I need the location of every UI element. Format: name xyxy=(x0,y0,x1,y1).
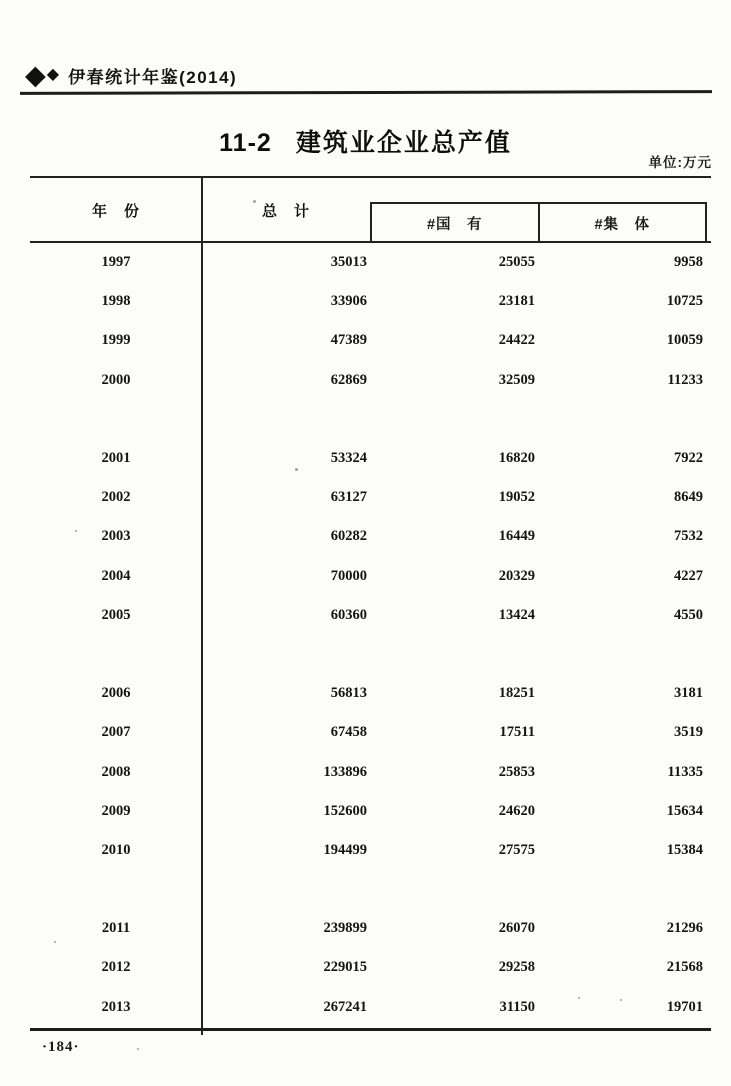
cell-year: 1997 xyxy=(101,254,131,271)
cell-collective: 8649 xyxy=(674,489,703,506)
cell-state: 16820 xyxy=(498,450,535,467)
page-number: ·184· xyxy=(42,1039,80,1055)
cell-total: 67458 xyxy=(330,724,367,741)
cell-collective: 11335 xyxy=(667,763,703,780)
column-header-collective: #集 体 xyxy=(538,204,706,243)
cell-state: 13424 xyxy=(498,606,535,623)
cell-total: 53324 xyxy=(330,450,367,467)
cell-year: 1998 xyxy=(101,293,131,310)
cell-state: 26070 xyxy=(498,920,535,937)
table-row xyxy=(30,282,711,321)
cell-state: 25853 xyxy=(498,763,535,780)
cell-year: 2000 xyxy=(101,371,131,388)
year-column-divider xyxy=(201,178,203,1035)
scan-speck xyxy=(54,941,56,943)
book-header xyxy=(25,60,237,90)
cell-total: 60282 xyxy=(330,528,367,545)
table-row xyxy=(30,361,711,400)
cell-total: 133896 xyxy=(323,763,367,780)
header-rule xyxy=(20,90,712,95)
table-row xyxy=(30,713,711,752)
cell-collective: 4550 xyxy=(674,606,703,623)
cell-state: 24422 xyxy=(498,332,535,349)
cell-total: 229015 xyxy=(323,959,367,976)
table-row xyxy=(30,321,711,360)
cell-year: 2006 xyxy=(101,685,131,702)
cell-collective: 11233 xyxy=(667,371,703,388)
table-row xyxy=(30,674,711,713)
cell-collective: 10725 xyxy=(666,293,703,310)
table-row xyxy=(30,596,711,635)
column-header-total: 总 计 xyxy=(261,203,310,220)
statistics-table xyxy=(30,176,711,1031)
page-title xyxy=(0,123,731,159)
cell-state: 18251 xyxy=(498,685,535,702)
scan-speck xyxy=(620,999,622,1001)
cell-collective: 7532 xyxy=(674,528,703,545)
cell-total: 62869 xyxy=(330,371,367,388)
cell-year: 2010 xyxy=(101,841,131,858)
table-row xyxy=(30,243,711,282)
cell-state: 16449 xyxy=(498,528,535,545)
cell-state: 23181 xyxy=(498,293,535,310)
scan-speck xyxy=(295,468,298,471)
table-row xyxy=(30,831,711,870)
table-row xyxy=(30,752,711,791)
cell-collective: 4227 xyxy=(674,567,703,584)
cell-total: 70000 xyxy=(330,567,367,584)
table-row xyxy=(30,988,711,1027)
cell-state: 17511 xyxy=(499,724,535,741)
cell-state: 29258 xyxy=(498,959,535,976)
cell-total: 47389 xyxy=(330,332,367,349)
cell-collective: 3181 xyxy=(674,685,703,702)
cell-collective: 3519 xyxy=(674,724,703,741)
cell-state: 20329 xyxy=(498,567,535,584)
table-row-spacer xyxy=(30,400,711,439)
column-header-year: 年 份 xyxy=(91,203,140,220)
cell-year: 2002 xyxy=(101,489,131,506)
table-number: 11-2 xyxy=(219,128,272,157)
cell-year: 2008 xyxy=(101,763,131,780)
cell-state: 31150 xyxy=(499,998,535,1015)
diamond-icon-small: ◆ xyxy=(46,66,60,83)
cell-total: 35013 xyxy=(330,254,367,271)
scan-speck xyxy=(137,1048,139,1050)
cell-collective: 10059 xyxy=(666,332,703,349)
table-body xyxy=(30,243,711,1028)
cell-year: 2007 xyxy=(101,724,131,741)
cell-year: 2009 xyxy=(101,802,131,819)
cell-total: 267241 xyxy=(323,998,367,1015)
cell-total: 33906 xyxy=(330,293,367,310)
table-row xyxy=(30,792,711,831)
cell-total: 152600 xyxy=(323,802,367,819)
cell-total: 56813 xyxy=(330,685,367,702)
cell-state: 27575 xyxy=(498,841,535,858)
table-row-spacer xyxy=(30,870,711,909)
cell-year: 2013 xyxy=(101,998,131,1015)
cell-year: 2003 xyxy=(101,528,131,545)
cell-state: 19052 xyxy=(498,489,535,506)
column-header-state-owned: #国 有 xyxy=(426,217,483,233)
cell-collective: 15384 xyxy=(666,841,703,858)
cell-year: 2011 xyxy=(101,920,131,937)
table-row xyxy=(30,439,711,478)
cell-state: 24620 xyxy=(498,802,535,819)
diamond-icon-large: ◆ xyxy=(25,59,46,90)
table-title-text: 建筑业企业总产值 xyxy=(295,128,512,157)
table-row xyxy=(30,517,711,556)
cell-collective: 15634 xyxy=(666,802,703,819)
cell-year: 2004 xyxy=(101,567,131,584)
cell-total: 239899 xyxy=(323,920,367,937)
cell-collective: 9958 xyxy=(674,254,703,271)
cell-year: 2012 xyxy=(101,959,131,976)
cell-total: 60360 xyxy=(330,606,367,623)
cell-state: 32509 xyxy=(498,371,535,388)
table-row-spacer xyxy=(30,635,711,674)
scan-speck xyxy=(578,997,580,999)
cell-year: 1999 xyxy=(101,332,131,349)
cell-collective: 19701 xyxy=(666,998,703,1015)
cell-total: 194499 xyxy=(323,841,367,858)
cell-year: 2005 xyxy=(101,606,131,623)
sub-header-box xyxy=(370,202,707,243)
scan-speck xyxy=(75,530,77,532)
cell-year: 2001 xyxy=(101,450,131,467)
table-row xyxy=(30,948,711,987)
unit-label: 单位:万元 xyxy=(648,155,712,170)
cell-state: 25055 xyxy=(498,254,535,271)
table-header xyxy=(30,178,711,243)
table-row xyxy=(30,478,711,517)
book-title: 伊春统计年鉴(2014) xyxy=(68,67,238,87)
table-row xyxy=(30,557,711,596)
cell-collective: 21296 xyxy=(666,920,703,937)
table-row xyxy=(30,909,711,948)
cell-collective: 21568 xyxy=(666,959,703,976)
cell-collective: 7922 xyxy=(674,450,703,467)
cell-total: 63127 xyxy=(330,489,367,506)
scan-speck xyxy=(253,200,256,203)
